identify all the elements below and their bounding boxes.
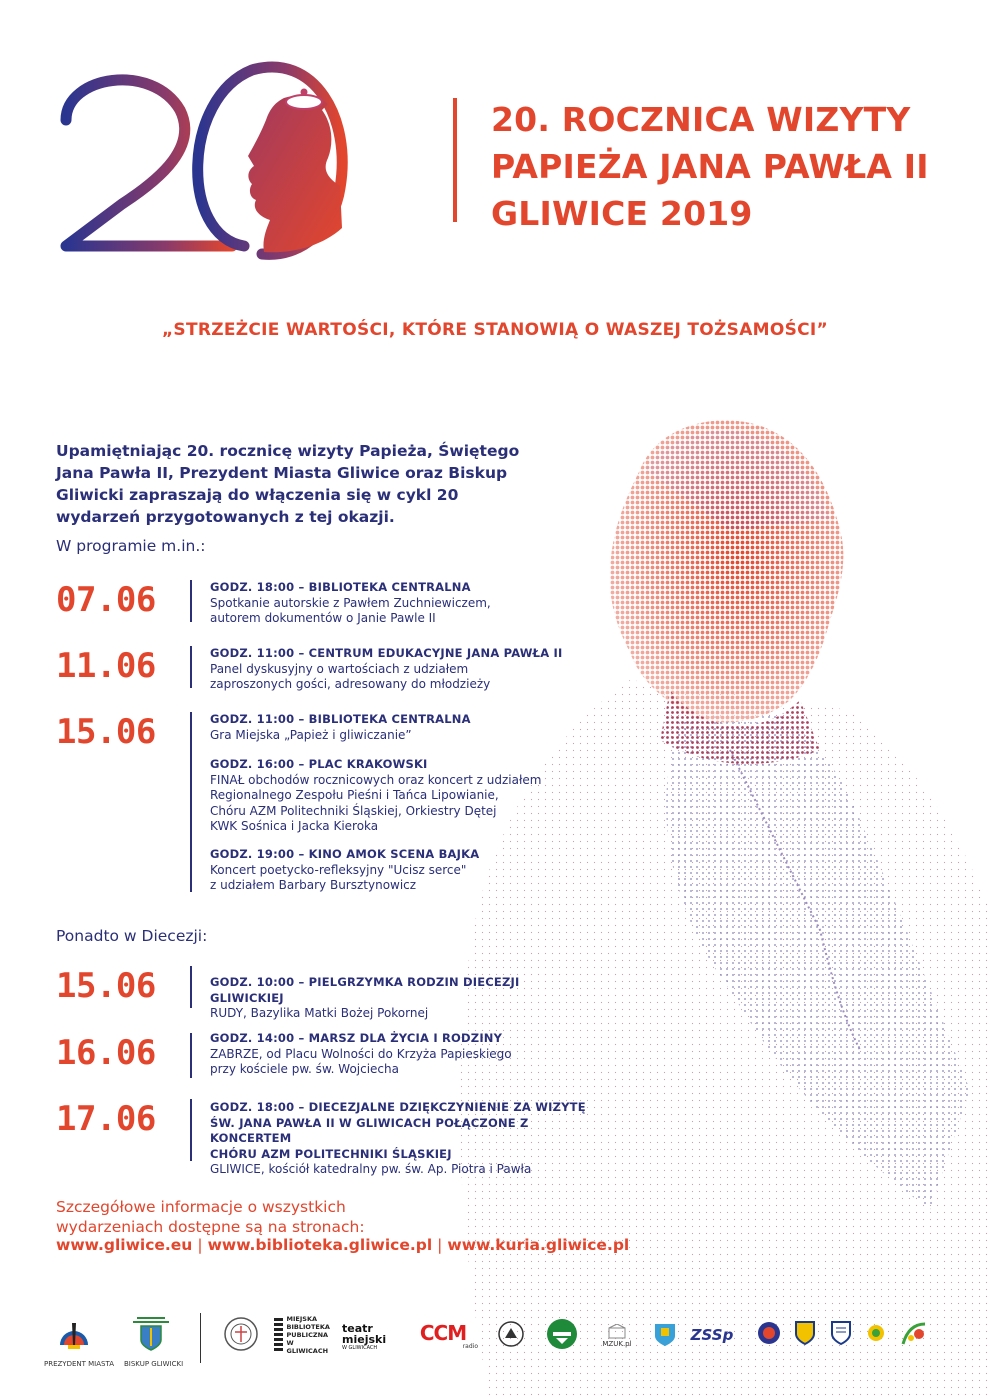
event-description: Gra Miejska „Papież i gliwiczanie” <box>210 727 412 742</box>
event-divider <box>190 712 192 892</box>
event-details <box>210 847 590 894</box>
event-details <box>210 975 590 1022</box>
program-label: W programie m.in.: <box>56 537 206 555</box>
event-heading: GODZ. 14:00 – MARSZ DLA ŻYCIA I RODZINY <box>210 1031 503 1045</box>
event-heading: GODZ. 10:00 – PIELGRZYMKA RODZIN DIECEZJI GLIWICKIEJ <box>210 975 520 1005</box>
intro-paragraph: Upamiętniając 20. rocznicę wizyty Papieża, Świętego Jana Pawła II, Prezydent Miasta Gliwice oraz Biskup Gliwicki zapraszają do włączenia się w cykl 20 wydarzeń przygotowanych z tej okazji. <box>56 442 520 526</box>
motto-quote: „STRZEŻCIE WARTOŚCI, KTÓRE STANOWIĄ O WASZEJ TOŻSAMOŚCI” <box>161 320 829 340</box>
event-heading: GODZ. 16:00 – PLAC KRAKOWSKI <box>210 757 428 771</box>
event-details <box>210 580 590 627</box>
title-line-2: PAPIEŻA JANA PAWŁA II <box>491 147 929 186</box>
sponsors-bar <box>0 1305 990 1400</box>
pope-silhouette-icon <box>248 95 342 252</box>
logo-20-anniversary <box>52 58 352 268</box>
event-heading: GODZ. 19:00 – KINO AMOK SCENA BAJKA <box>210 847 480 861</box>
event-description: Panel dyskusyjny o wartościach z udziałem zaproszonych gości, adresowany do młodzieży <box>210 661 491 691</box>
event-description: ZABRZE, od Placu Wolności do Krzyża Papieskiego przy kościele pw. św. Wojciecha <box>210 1046 512 1076</box>
school-crest-icon <box>828 1319 854 1347</box>
colorful-logo-icon <box>898 1319 930 1349</box>
diocese-label: Ponadto w Diecezji: <box>56 927 208 945</box>
event-heading: GODZ. 18:00 – DIECEZJALNE DZIĘKCZYNIENIE ZA WIZYTĘ ŚW. JANA PAWŁA II W GLIWICACH POŁĄCZONE Z KONCERTEM CHÓRU AZM POLITECHNIKI ŚLĄSKIEJ <box>210 1100 586 1161</box>
city-crest-icon <box>52 1315 96 1355</box>
event-date: 07.06 <box>56 580 156 620</box>
link-biblioteka[interactable]: www.biblioteka.gliwice.pl <box>207 1236 433 1254</box>
event-description: RUDY, Bazylika Matki Bożej Pokornej <box>210 1006 429 1020</box>
event-divider <box>190 966 192 1008</box>
event-description: Spotkanie autorskie z Pawłem Zuchniewiczem, autorem dokumentów o Janie Pawle II <box>210 595 491 625</box>
blue-crest-icon <box>652 1319 678 1349</box>
event-details <box>210 1100 610 1178</box>
diocese-seal-icon <box>222 1315 260 1353</box>
sponsor-divider <box>200 1313 201 1363</box>
seal-icon <box>496 1319 526 1349</box>
event-divider <box>190 1099 192 1161</box>
link-gliwice[interactable]: www.gliwice.eu <box>56 1236 193 1254</box>
caption-mayor: PREZYDENT MIASTA <box>44 1360 114 1368</box>
shield-icon <box>792 1319 818 1347</box>
event-date: 16.06 <box>56 1033 156 1073</box>
links-row: www.gliwice.eu | www.biblioteka.gliwice.pl | www.kuria.gliwice.pl <box>56 1236 630 1254</box>
ccm-radio-logo: CCM radio <box>419 1320 478 1350</box>
event-details <box>210 757 590 835</box>
event-divider <box>190 580 192 622</box>
event-date: 15.06 <box>56 712 156 752</box>
event-heading: GODZ. 11:00 – BIBLIOTEKA CENTRALNA <box>210 712 471 726</box>
event-date: 11.06 <box>56 646 156 686</box>
event-details <box>210 712 590 743</box>
green-circle-logo-icon <box>545 1317 579 1351</box>
header-divider <box>453 98 457 222</box>
event-heading: GODZ. 18:00 – BIBLIOTEKA CENTRALNA <box>210 580 471 594</box>
muzeum-logo: MZUK.pl <box>596 1319 638 1353</box>
event-divider <box>190 646 192 688</box>
title-line-3: GLIWICE 2019 <box>491 194 753 233</box>
event-heading: GODZ. 11:00 – CENTRUM EDUKACYJNE JANA PAWŁA II <box>210 646 563 660</box>
event-description: GLIWICE, kościół katedralny pw. św. Ap. Piotra i Pawła <box>210 1162 532 1176</box>
bishop-crest-icon <box>128 1311 174 1357</box>
sun-emblem-icon <box>862 1319 890 1347</box>
event-details <box>210 646 590 693</box>
event-date: 17.06 <box>56 1099 156 1139</box>
library-logo: MIEJSKA BIBLIOTEKA PUBLICZNA W GLIWICACH <box>274 1315 330 1355</box>
event-divider <box>190 1033 192 1078</box>
event-details <box>210 1031 590 1078</box>
event-description: Koncert poetycko-refleksyjny "Ucisz serce" z udziałem Barbary Bursztynowicz <box>210 862 467 892</box>
info-text: Szczegółowe informacje o wszystkich wydarzeniach dostępne są na stronach: <box>56 1198 365 1236</box>
title-line-1: 20. ROCZNICA WIZYTY <box>491 100 911 139</box>
event-description: FINAŁ obchodów rocznicowych oraz koncert z udziałem Regionalnego Zespołu Pieśni i Tańca Lipowianie, Chóru AZM Politechniki Śląskiej, Orkiestry Dętej KWK Sośnica i Jacka Kieroka <box>210 772 542 833</box>
link-kuria[interactable]: www.kuria.gliwice.pl <box>447 1236 630 1254</box>
event-date: 15.06 <box>56 966 156 1006</box>
zssp-logo: ZSSp <box>690 1326 734 1344</box>
emblem-icon <box>756 1319 782 1347</box>
caption-bishop: BISKUP GLIWICKI <box>124 1360 184 1368</box>
teatr-logo: teatr miejski W GLIWICACH <box>342 1322 387 1351</box>
